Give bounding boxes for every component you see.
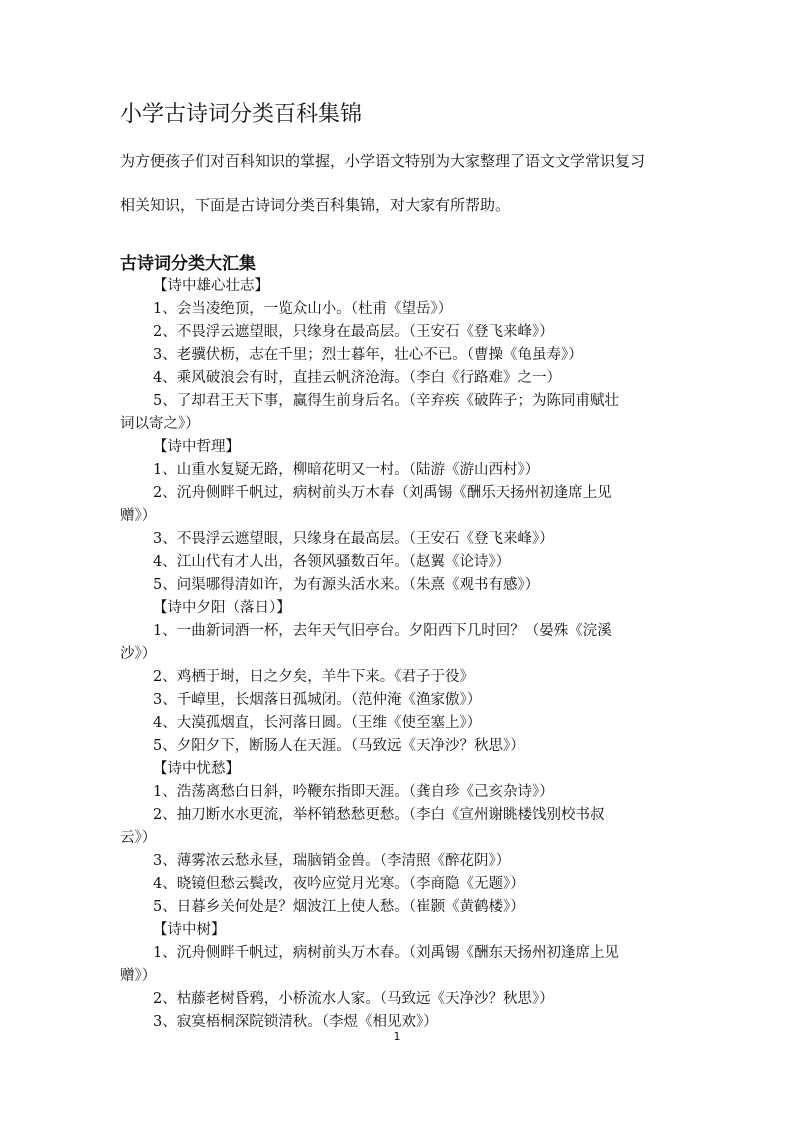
poem-line-continuation: 赠》） <box>120 508 157 524</box>
poem-line-text: 4、晓镜但愁云鬓改，夜吟应觉月光寒。（李商隐《无题》） <box>153 876 525 892</box>
poem-line-text: 3、寂寞梧桐深院锁清秋。（李煜《相见欢》） <box>153 1014 438 1030</box>
poem-line-text: 1、会当凌绝顶，一览众山小。（杜甫《望岳》） <box>153 301 453 317</box>
poem-line-text: 2、抽刀断水水更流，举杯销愁愁更愁。（李白《宣州谢眺楼饯别校书叔 <box>153 807 605 823</box>
poem-line-text: 1、浩荡离愁白日斜，吟鞭东指即天涯。（龚自珍《己亥杂诗》） <box>153 784 554 800</box>
poem-line-text: 4、乘风破浪会有时，直挂云帆济沧海。（李白《行路难》之一） <box>153 370 561 386</box>
poem-line-text: 5、了却君王天下事，赢得生前身后名。（辛弃疾《破阵子；为陈同甫赋壮 <box>153 393 619 409</box>
poem-category-list <box>120 275 690 1034</box>
poem-line-text: 4、大漠孤烟直，长河落日圆。（王维《使至塞上》） <box>153 715 482 731</box>
poem-line-item <box>120 459 690 482</box>
category-heading: 【诗中雄心壮志】 <box>153 278 269 294</box>
poem-line-text: 5、问渠哪得清如许，为有源头活水来。（朱熹《观书有感》） <box>153 577 540 593</box>
page-number: 1 <box>393 1030 401 1043</box>
poem-line-item <box>120 321 690 344</box>
poem-line-continuation: 沙》） <box>120 646 157 662</box>
poem-line-text: 2、枯藤老树昏鸦，小桥流水人家。（马致远《天净沙？秋思》） <box>153 991 554 1007</box>
poem-line-text: 3、薄雾浓云愁永昼，瑞脑销金兽。（李清照《醉花阴》） <box>153 853 511 869</box>
poem-line-item <box>120 689 690 712</box>
poem-line-text: 2、沉舟侧畔千帆过，病树前头万木春（刘禹锡《酬乐天扬州初逢席上见 <box>153 485 612 501</box>
poem-line-item <box>120 666 690 689</box>
poem-line-text: 4、江山代有才人出，各领风骚数百年。（赵翼《论诗》） <box>153 554 511 570</box>
poem-line-item <box>120 367 690 390</box>
poem-line-item <box>120 390 690 436</box>
poem-line-continuation: 云》） <box>120 830 157 846</box>
poem-line-item <box>120 574 690 597</box>
poem-line-continuation: 词以寄之》） <box>120 416 200 432</box>
section-title: 古诗词分类大汇集 <box>120 254 256 274</box>
poem-line-item <box>120 942 690 988</box>
poem-line-item <box>120 988 690 1011</box>
intro-line-2: 相关知识，下面是古诗词分类百科集锦，对大家有所帮助。 <box>120 196 511 214</box>
poem-line-text: 1、沉舟侧畔千帆过，病树前头万木春。（刘禹锡《酬东天扬州初逢席上见 <box>153 945 619 961</box>
intro-line-1: 为方便孩子们对百科知识的掌握，小学语文特别为大家整理了语文文学常识复习 <box>120 152 646 170</box>
poem-line-item <box>120 850 690 873</box>
poem-line-text: 3、不畏浮云遮望眼，只缘身在最高层。（王安石《登飞来峰》） <box>153 531 554 547</box>
category-heading: 【诗中夕阳（落日）】 <box>153 600 291 616</box>
poem-line-item <box>120 735 690 758</box>
category-heading: 【诗中哲理】 <box>153 439 240 455</box>
poem-line-text: 3、千嶂里，长烟落日孤城闭。（范仲淹《渔家傲》） <box>153 692 482 708</box>
poem-line-text: 5、日暮乡关何处是？烟波江上使人愁。（崔颢《黄鹤楼》） <box>153 899 525 915</box>
poem-line-text: 1、山重水复疑无路，柳暗花明又一村。（陆游《游山西村》） <box>153 462 540 478</box>
poem-line-text: 1、一曲新词酒一杯，去年天气旧亭台。夕阳西下几时回？（晏殊《浣溪 <box>153 623 612 639</box>
poem-line-text: 5、夕阳夕下，断肠人在天涯。（马致远《天净沙？秋思》） <box>153 738 525 754</box>
poem-line-item <box>120 344 690 367</box>
document-title: 小学古诗词分类百科集锦 <box>120 102 363 127</box>
poem-line-text: 2、不畏浮云遮望眼，只缘身在最高层。（王安石《登飞来峰》） <box>153 324 554 340</box>
poem-line-item <box>120 620 690 666</box>
poem-line-item <box>120 804 690 850</box>
poem-line-item <box>120 528 690 551</box>
poem-line-text: 2、鸡栖于埘，日之夕矣，羊牛下来。《君子于役》 <box>153 669 474 685</box>
poem-line-continuation: 赠》） <box>120 968 157 984</box>
poem-line-item <box>120 896 690 919</box>
poem-line-item <box>120 712 690 735</box>
category-heading: 【诗中忧愁】 <box>153 761 240 777</box>
poem-line-item <box>120 298 690 321</box>
poem-line-item <box>120 873 690 896</box>
poem-line-text: 3、老骥伏枥，志在千里；烈士暮年，壮心不已。（曹操《龟虽寿》） <box>153 347 583 363</box>
category-heading: 【诗中树】 <box>153 922 226 938</box>
poem-line-item <box>120 781 690 804</box>
poem-line-item <box>120 551 690 574</box>
poem-line-item <box>120 482 690 528</box>
